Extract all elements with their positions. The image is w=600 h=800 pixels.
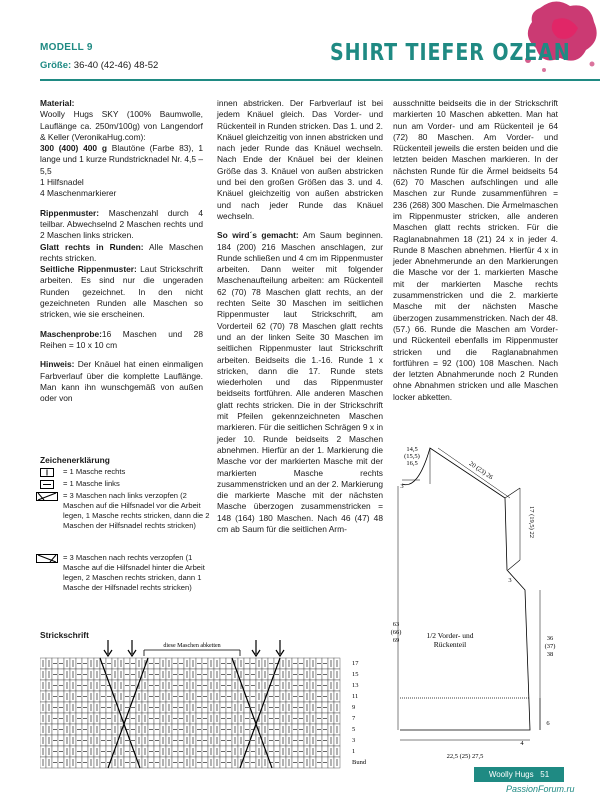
gauge-text: 16 Maschen und 28 Reihen = 10 x 10 cm xyxy=(40,328,203,350)
side-height-3: 38 xyxy=(546,651,554,658)
schematic-outline xyxy=(400,448,530,730)
stockinette-label: Glatt rechts in Runden: xyxy=(40,241,144,252)
size-info xyxy=(40,60,158,71)
site-watermark: PassionForum.ru xyxy=(506,784,575,794)
needle-text: 1 Hilfsnadel xyxy=(40,177,84,188)
row-label: 17 xyxy=(352,660,359,667)
rib-label: Rippenmuster: xyxy=(40,207,100,218)
row-label: 13 xyxy=(352,682,359,689)
knitting-chart xyxy=(40,640,370,780)
instructions-text: Am Saum beginnen. 184 (200) 216 Maschen anschlagen, zur Runde schließen und 4 cm im Rippenmuster arbeiten. Dann weiter mit folgender Maschenaufteilung arbeiten: am Rückenteil 62 (70) 78 Maschen glatt rechts, an der rechten Seite 30 Maschen im seitlichen Rippenmuster laut Strickschrift, am Vorderteil 62 (70) 78 Maschen glatt rechts und an der linken Seite 30 Maschen im seitlichen Rippenmuster laut Strickschrift arbeiten. Beidseits die 1.-16. Runde 1 x stricken, dann die 17. Runde stets wiederholen und das Rippenmuster beidseits fortführen. Alle anderen Maschen glatt rechts stricken. Die in der Strickschrift mit Pfeilen gekennzeichneten Maschen markieren. Für die seitlichen Schrägen 9 x in jeder 10. Runde beidseits 2 Maschen abnehmen. Hierfür an der 1. Markierung die Masche vor der markierten Masche mit der markierten Masche rechts zusammenstricken und an der 2. Markierung die markierte Masche mit der nächsten Masche überzogen zusammenstricken = 148 (164) 180 Maschen. Nach 46 (47) 48 cm ab Saum für die seitlichen Arm- xyxy=(217,230,383,534)
model-number: MODELL 9 xyxy=(40,42,93,53)
neck-size-1: 14,5 xyxy=(406,446,418,453)
size-label: Größe: xyxy=(40,60,72,71)
material-rest: Blautöne (Farbe 83), 1 lange und 1 kurze Rundstricknadel Nr. 4,5 – 5,5 xyxy=(40,143,203,176)
row-label: 11 xyxy=(352,693,359,700)
schematic-dimensions xyxy=(398,448,540,740)
legend-cable-right-text: = 3 Maschen nach rechts verzopfen (1 Masche auf die Hilfsnadel hinter die Arbeit legen, 2 Maschen rechts stricken, dann 1 Masche der Hilfsnadel rechts stricken) xyxy=(63,553,205,592)
rib-text: Maschenzahl durch 4 teilbar. Abwechselnd 2 Maschen rechts und 2 Maschen links stricken. xyxy=(40,207,203,241)
legend-knit-text: = 1 Masche rechts xyxy=(63,467,126,476)
total-height-2: (66) xyxy=(390,629,402,636)
material-section xyxy=(40,98,203,200)
col2-paragraph-2 xyxy=(217,230,383,535)
material-text: Woolly Hugs SKY (100% Baumwolle, Lauflänge ca. 250m/100g) von Langendorf & Keller (VeronikaHug.com): xyxy=(40,109,203,142)
row-label: 1 xyxy=(352,748,356,755)
shoulder-measure: 20 (23) 26 xyxy=(467,460,495,482)
purl-symbol-icon xyxy=(40,480,54,489)
column-2 xyxy=(217,98,383,543)
row-label: 7 xyxy=(352,715,356,722)
legend-cable-left-text: = 3 Maschen nach links verzopfen (2 Maschen auf die Hilfsnadel vor die Arbeit legen, 1 Masche rechts stricken, dann die 2 Maschen der Hilfsnadel rechts stricken) xyxy=(63,491,210,530)
chart-title: Strickschrift xyxy=(40,630,89,640)
knit-symbol-icon xyxy=(40,468,54,477)
piece-label-1: 1/2 Vorder- und xyxy=(426,631,474,640)
note-text: Der Knäuel hat einen einmaligen Farbverlauf über die komplette Lauflänge. Man kann ihn wunschgemäß von außen oder von xyxy=(40,359,203,404)
markers-text: 4 Maschenmarkierer xyxy=(40,188,117,199)
neck-size-2: (15,5) xyxy=(404,453,420,460)
material-label: Material: xyxy=(40,98,75,108)
rib-section xyxy=(40,208,203,321)
note-section xyxy=(40,359,203,404)
cable-right-symbol-icon xyxy=(36,554,58,563)
instructions-label: So wird´s gemacht: xyxy=(217,230,299,241)
row-labels xyxy=(352,660,367,766)
side-rib-label: Seitliche Rippenmuster: xyxy=(40,264,137,275)
neck-size-3: 16,5 xyxy=(406,460,418,467)
side-rib-text: Laut Strickschrift arbeiten. Es sind nur die ungeraden Runden gezeichnet. In den nicht gezeichneten Runden alle Maschen so stricken, wie sie erscheinen. xyxy=(40,264,203,320)
armhole-measure: 17 (19,5) 22 xyxy=(528,506,535,538)
side-height-2: (37) xyxy=(544,643,556,650)
stockinette-text: Alle Maschen rechts stricken. xyxy=(40,241,203,263)
page-title: SHIRT TIEFER OZEAN xyxy=(330,40,571,66)
legend-purl-text: = 1 Masche links xyxy=(63,479,120,488)
column-1 xyxy=(40,98,203,412)
row-label: 9 xyxy=(352,704,356,711)
total-height-3: 69 xyxy=(392,637,400,644)
page-footer xyxy=(474,767,564,782)
hem-side: 6 xyxy=(546,720,550,727)
piece-label-2: Rückenteil xyxy=(433,640,467,649)
total-height-1: 63 xyxy=(392,621,400,628)
col2-paragraph-1: innen abstricken. Der Farbverlauf ist bei jedem Knäuel gleich. Das Vorder- und Rückenteil in Runden stricken. Das 1. und 2. Knäuel gleichzeitig von innen abstricken und nach jeder Runde das Knäuel wechseln. Nach Ende der Knäuel bei der kleinen Größe das 3. Knäuel von außen abstricken und bei den großen Größen das 3. und 4. Knäuel gleichzeitig von außen abstricken und nach jeder Runde das Knäuel wechseln. xyxy=(217,98,383,221)
garment-schematic xyxy=(390,440,560,770)
cable-left-symbol-icon xyxy=(36,492,58,501)
header-divider xyxy=(40,79,600,81)
size-value: 36-40 (42-46) 48-52 xyxy=(73,60,159,71)
legend-title: Zeichenerklärung xyxy=(40,455,110,465)
magazine-name: Woolly Hugs xyxy=(488,770,534,779)
gauge-label: Maschenprobe: xyxy=(40,328,102,339)
bottom-rib: 4 xyxy=(520,740,524,747)
row-label: 3 xyxy=(352,737,356,744)
arm-cm: 3 xyxy=(508,577,512,584)
width-measure: 22,5 (25) 27,5 xyxy=(446,753,484,760)
side-height-1: 36 xyxy=(546,635,554,642)
note-label: Hinweis: xyxy=(40,359,75,370)
col3-paragraph-1: ausschnitte beidseits die in der Strickschrift markierten 10 Maschen abketten. Man hat nun am Vorder- und am Rückenteil je 64 (72) 80 Maschen. Am Vorder- und Rückenteil jeweils die ersten beiden und die letzten beiden Maschen markieren. In der nächsten Runde für die Ärmel beidseits 54 (62) 70 Maschen aufschlingen und alle Maschen zur Runde zusammenführen = 236 (268) 300 Maschen. Die Ärmelmaschen im Rippenmuster stricken, alle anderen Maschen glatt rechts stricken. Für die Raglanabnahmen 18 (21) 24 x in jeder 4. Runde 8 Maschen abnehmen. Hierfür 4 x in jeder Abnehmerunde an den Markierungen die Masche vor der 1. markierten Masche mit der markierten Masche rechts zusammenstricken und die 2. markierte Masche mit der nächsten Masche überzogen zusammenstricken. Nach der 48. (57.) 66. Runde die Maschen am Vorder- und Rückenteil ebenfalls im Rippenmuster stricken und die Raglanabnahmen fortführen = 92 (100) 108 Maschen. Nach der letzten Abnahmerunde noch 2 Runden ohne Abnahmen stricken und alle Maschen locker abketten. xyxy=(393,98,558,402)
bind-off-label: diese Maschen abketten xyxy=(163,643,221,649)
material-amount: 300 (400) 400 g xyxy=(40,143,107,154)
gauge-section xyxy=(40,329,203,352)
row-label: 5 xyxy=(352,726,356,733)
chart-grid xyxy=(40,658,340,768)
bund-label: Bund xyxy=(352,759,367,766)
row-label: 15 xyxy=(352,671,359,678)
column-3 xyxy=(393,98,558,411)
neck-depth: 3 xyxy=(400,483,404,490)
page-number: 51 xyxy=(540,770,550,779)
